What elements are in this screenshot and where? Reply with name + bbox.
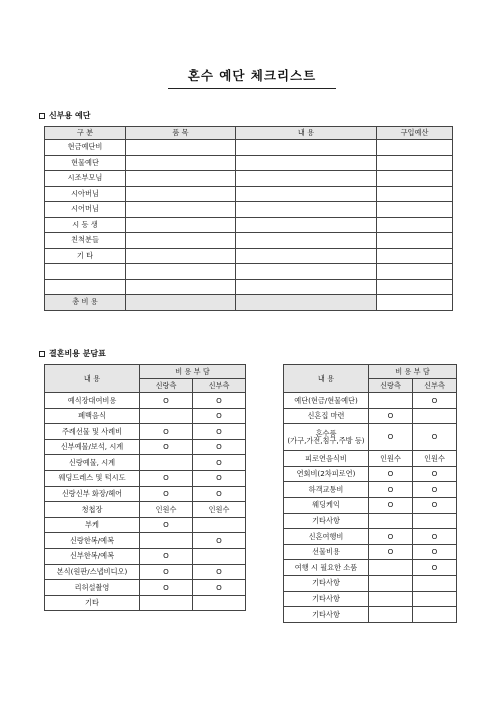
groom-share: O — [140, 486, 193, 502]
bride-share: O — [193, 533, 246, 549]
header-budget: 구입예산 — [377, 127, 453, 140]
input-cell[interactable] — [377, 140, 453, 156]
bride-share: O — [193, 424, 246, 440]
header-groom: 신랑측 — [369, 379, 413, 393]
groom-share: O — [140, 424, 193, 440]
row-category — [45, 264, 126, 280]
cost-item: 기타 — [45, 595, 140, 611]
cost-item: 신랑신부 화장/헤어 — [45, 486, 140, 502]
groom-share — [369, 513, 413, 529]
input-cell[interactable] — [377, 233, 453, 249]
input-cell[interactable] — [126, 140, 236, 156]
table-row — [45, 595, 246, 611]
cost-header-row — [284, 365, 457, 379]
table-row — [284, 451, 457, 467]
input-cell[interactable] — [236, 279, 377, 295]
header-burden: 비 용 부 담 — [369, 365, 457, 379]
budget-table — [44, 126, 453, 311]
table-row — [45, 202, 453, 218]
input-cell[interactable] — [236, 171, 377, 187]
header-category: 구 분 — [45, 127, 126, 140]
input-cell[interactable] — [377, 202, 453, 218]
groom-share: O — [369, 497, 413, 513]
bride-share: O — [413, 497, 457, 513]
table-row — [45, 233, 453, 249]
table-row — [284, 424, 457, 451]
groom-share: O — [369, 466, 413, 482]
groom-share — [369, 591, 413, 607]
cost-item: 기타사항 — [284, 513, 369, 529]
cost-item: 피로연음식비 — [284, 451, 369, 467]
table-row — [45, 580, 246, 596]
header-content: 내 용 — [236, 127, 377, 140]
budget-section-heading — [39, 110, 90, 121]
table-row — [45, 171, 453, 187]
groom-share: O — [140, 548, 193, 564]
total-label: 총 비 용 — [45, 295, 126, 311]
cost-item: 신랑예물, 시계 — [45, 455, 140, 471]
bride-share: O — [413, 529, 457, 545]
input-cell[interactable] — [126, 264, 236, 280]
table-row — [284, 575, 457, 591]
budget-total-row — [45, 295, 453, 311]
groom-share — [369, 607, 413, 623]
groom-share: 인원수 — [140, 502, 193, 518]
table-row — [45, 279, 453, 295]
cost-item: 부케 — [45, 517, 140, 533]
bride-share: O — [413, 466, 457, 482]
cost-heading-text: 결혼비용 분담표 — [49, 349, 106, 358]
row-category: 친척분들 — [45, 233, 126, 249]
row-category: 시조부모님 — [45, 171, 126, 187]
header-item: 품 목 — [126, 127, 236, 140]
total-cell[interactable] — [126, 295, 236, 311]
groom-share — [140, 595, 193, 611]
budget-header-row — [45, 127, 453, 140]
cost-section-heading — [39, 348, 106, 359]
row-category: 현물예단 — [45, 155, 126, 171]
table-row — [45, 533, 246, 549]
total-cell[interactable] — [236, 295, 377, 311]
budget-rows — [45, 140, 453, 295]
square-bullet-icon — [39, 351, 45, 357]
bride-share — [193, 595, 246, 611]
input-cell[interactable] — [126, 155, 236, 171]
input-cell[interactable] — [377, 264, 453, 280]
table-row — [45, 564, 246, 580]
groom-share: O — [140, 439, 193, 455]
bride-share: O — [193, 564, 246, 580]
table-row — [284, 591, 457, 607]
bride-share: O — [193, 408, 246, 424]
groom-share: O — [369, 482, 413, 498]
groom-share: O — [140, 517, 193, 533]
table-row — [284, 408, 457, 424]
row-category: 기 타 — [45, 248, 126, 264]
cost-item: 폐백음식 — [45, 408, 140, 424]
table-row — [45, 217, 453, 233]
table-row — [284, 513, 457, 529]
table-row — [45, 517, 246, 533]
input-cell[interactable] — [236, 233, 377, 249]
cost-item: 신부한복/예복 — [45, 548, 140, 564]
square-bullet-icon — [39, 113, 45, 119]
cost-item: 선물비용 — [284, 544, 369, 560]
cost-item: 청첩장 — [45, 502, 140, 518]
table-row — [284, 529, 457, 545]
cost-item: 신랑한복/예복 — [45, 533, 140, 549]
cost-share-table-left — [44, 364, 246, 611]
bride-share — [413, 591, 457, 607]
cost-left-rows — [45, 393, 246, 611]
cost-item: 기타사항 — [284, 607, 369, 623]
row-category: 시 동 생 — [45, 217, 126, 233]
bride-share — [413, 607, 457, 623]
input-cell[interactable] — [126, 279, 236, 295]
table-row — [45, 439, 246, 455]
page-title: 혼수 예단 체크리스트 — [187, 68, 317, 83]
cost-right-rows — [284, 393, 457, 623]
groom-share — [369, 575, 413, 591]
table-row — [284, 466, 457, 482]
groom-share: O — [369, 424, 413, 451]
table-row — [45, 248, 453, 264]
table-row — [45, 548, 246, 564]
header-groom: 신랑측 — [140, 379, 193, 393]
bride-share: O — [193, 455, 246, 471]
table-row — [284, 482, 457, 498]
bride-share — [413, 575, 457, 591]
input-cell[interactable] — [126, 248, 236, 264]
row-category: 시아버님 — [45, 186, 126, 202]
groom-share — [140, 533, 193, 549]
row-category: 현금예단비 — [45, 140, 126, 156]
bride-share: O — [413, 544, 457, 560]
table-row — [45, 155, 453, 171]
bride-share — [413, 513, 457, 529]
total-value-cell[interactable] — [377, 295, 453, 311]
cost-item: 하객교통비 — [284, 482, 369, 498]
input-cell[interactable] — [236, 186, 377, 202]
table-row — [45, 470, 246, 486]
cost-item: 여행 시 필요한 소품 — [284, 560, 369, 576]
table-row — [284, 607, 457, 623]
bride-share: O — [193, 486, 246, 502]
bride-share — [413, 408, 457, 424]
groom-share: O — [140, 470, 193, 486]
cost-item: 본식(원판/스냅비디오) — [45, 564, 140, 580]
header-bride: 신부측 — [193, 379, 246, 393]
bride-share: 인원수 — [413, 451, 457, 467]
table-row — [45, 455, 246, 471]
header-bride: 신부측 — [413, 379, 457, 393]
cost-item: 웨딩드레스 및 턱시도 — [45, 470, 140, 486]
table-row — [284, 544, 457, 560]
table-row — [45, 408, 246, 424]
input-cell[interactable] — [377, 248, 453, 264]
table-row — [45, 140, 453, 156]
input-cell[interactable] — [126, 233, 236, 249]
groom-share — [140, 455, 193, 471]
cost-item: 연회비(2차피로연) — [284, 466, 369, 482]
bride-share — [193, 517, 246, 533]
groom-share: O — [140, 580, 193, 596]
input-cell[interactable] — [126, 186, 236, 202]
input-cell[interactable] — [377, 155, 453, 171]
input-cell[interactable] — [236, 140, 377, 156]
bride-share: O — [413, 424, 457, 451]
groom-share — [369, 560, 413, 576]
header-content: 내 용 — [284, 365, 369, 393]
input-cell[interactable] — [236, 217, 377, 233]
table-row — [45, 264, 453, 280]
row-category: 시어머님 — [45, 202, 126, 218]
table-row — [284, 497, 457, 513]
groom-share: O — [369, 544, 413, 560]
cost-share-table-right — [283, 364, 457, 623]
bride-share: O — [193, 580, 246, 596]
bride-share: O — [413, 482, 457, 498]
bride-share: O — [413, 393, 457, 409]
bride-share: O — [193, 439, 246, 455]
groom-share — [369, 393, 413, 409]
input-cell[interactable] — [236, 155, 377, 171]
input-cell[interactable] — [126, 217, 236, 233]
bride-share: O — [193, 393, 246, 409]
cost-item: 신혼여행비 — [284, 529, 369, 545]
table-row — [45, 486, 246, 502]
cost-header-row — [45, 365, 246, 379]
table-row — [284, 560, 457, 576]
cost-item: 주례선물 및 사례비 — [45, 424, 140, 440]
input-cell[interactable] — [377, 217, 453, 233]
cost-item: 신혼집 마련 — [284, 408, 369, 424]
header-burden: 비 용 부 담 — [140, 365, 246, 379]
cost-item: 웨딩케익 — [284, 497, 369, 513]
budget-heading-text: 신부용 예단 — [49, 111, 91, 120]
cost-item: 리허설촬영 — [45, 580, 140, 596]
input-cell[interactable] — [377, 171, 453, 187]
bride-share: O — [193, 470, 246, 486]
bride-share: 인원수 — [193, 502, 246, 518]
cost-item: 기타사항 — [284, 591, 369, 607]
cost-item: 예식장대여비용 — [45, 393, 140, 409]
input-cell[interactable] — [126, 202, 236, 218]
table-row — [45, 424, 246, 440]
table-row — [45, 502, 246, 518]
input-cell[interactable] — [236, 202, 377, 218]
table-row — [45, 186, 453, 202]
input-cell[interactable] — [377, 186, 453, 202]
input-cell[interactable] — [126, 171, 236, 187]
cost-item: 혼수품 (가구,가전,침구,주방 등) — [284, 424, 369, 451]
bride-share: O — [413, 560, 457, 576]
groom-share: O — [140, 564, 193, 580]
table-row — [284, 393, 457, 409]
input-cell[interactable] — [236, 248, 377, 264]
header-content: 내 용 — [45, 365, 140, 393]
table-row — [45, 393, 246, 409]
input-cell[interactable] — [377, 279, 453, 295]
groom-share — [140, 408, 193, 424]
groom-share: O — [369, 529, 413, 545]
groom-share: O — [140, 393, 193, 409]
row-category — [45, 279, 126, 295]
cost-item: 기타사항 — [284, 575, 369, 591]
cost-item: 신부예물/보석, 시계 — [45, 439, 140, 455]
groom-share: 인원수 — [369, 451, 413, 467]
bride-share — [193, 548, 246, 564]
cost-item: 예단(현금/현물예단) — [284, 393, 369, 409]
title-underline — [168, 88, 336, 89]
groom-share: O — [369, 408, 413, 424]
input-cell[interactable] — [236, 264, 377, 280]
